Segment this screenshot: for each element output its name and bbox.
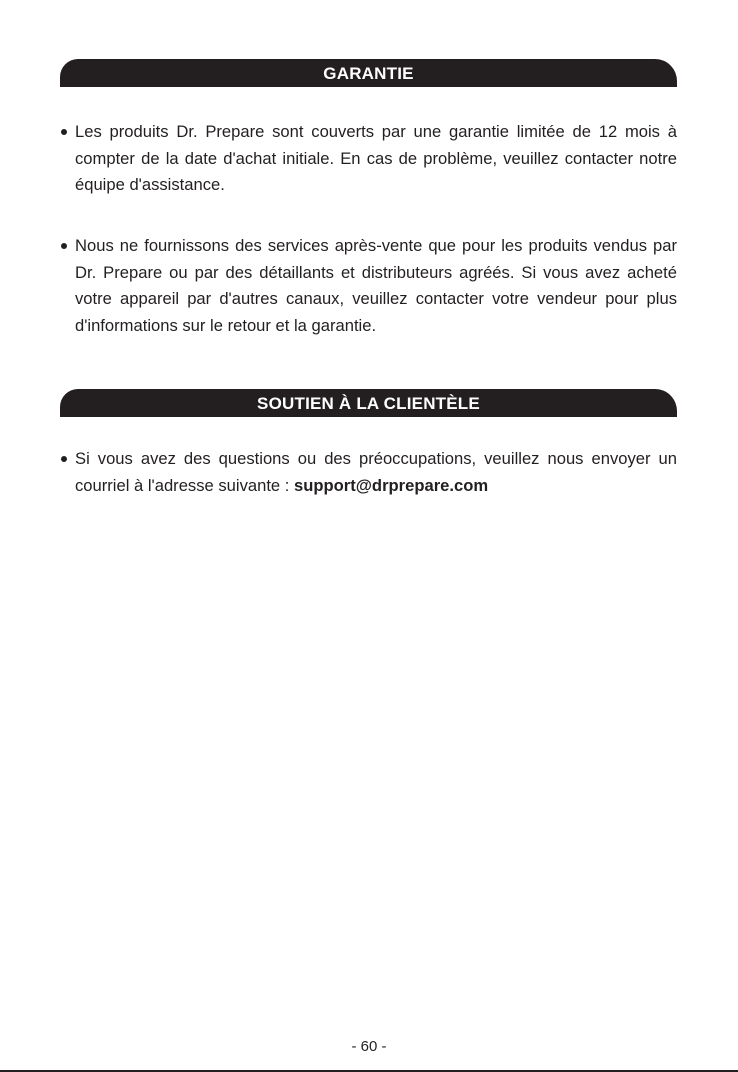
support-bullet-contact xyxy=(75,446,677,499)
customer-support-section-header: SOUTIEN À LA CLIENTÈLE xyxy=(60,389,677,417)
support-bullet-text: Si vous avez des questions ou des préoccupations, veuillez nous envoyer un courriel à l'adresse suivante : xyxy=(75,449,677,495)
warranty-section-header: GARANTIE xyxy=(60,59,677,87)
support-email: support@drprepare.com xyxy=(294,475,489,495)
warranty-bullet-after-sales: Nous ne fournissons des services après-vente que pour les produits vendus par Dr. Prepare ou par des détaillants et distributeurs agréés. Si vous avez acheté votre appareil par d'autres canaux, veuillez contacter votre vendeur pour plus d'informations sur le retour et la garantie. xyxy=(75,233,677,339)
page-number: - 60 - xyxy=(351,1038,387,1055)
warranty-bullet-limited-warranty: Les produits Dr. Prepare sont couverts par une garantie limitée de 12 mois à compter de la date d'achat initiale. En cas de problème, veuillez contacter notre équipe d'assistance. xyxy=(75,119,677,199)
